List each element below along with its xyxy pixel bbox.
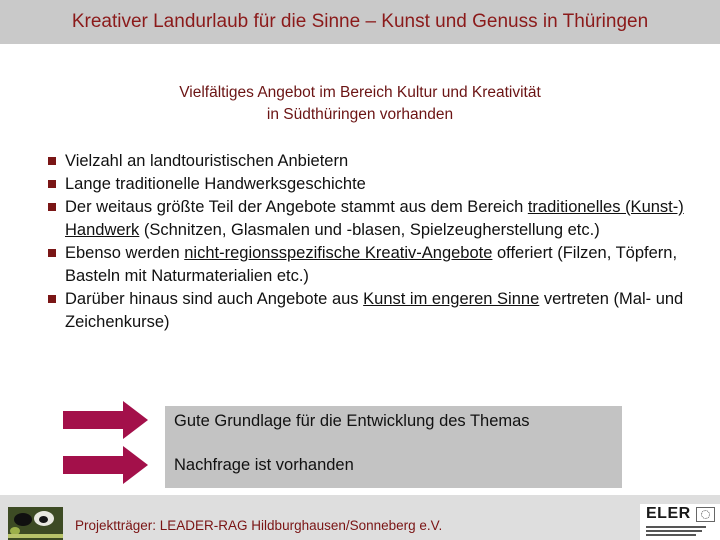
bullet-item [48,150,688,173]
bullet-underlined-text: traditionelles (Kunst-) Handwerk [65,198,684,239]
square-bullet-icon [48,180,56,188]
footer-project-sponsor: Projektträger: LEADER-RAG Hildburghausen/Sonneberg e.V. [75,518,443,533]
bullet-underlined-text: Kunst im engeren Sinne [363,290,540,308]
leader-region-logo [8,507,63,540]
eler-fine-print [646,530,702,532]
subtitle-line-2: in Südthüringen vorhanden [266,106,454,123]
eler-fine-print [646,526,706,528]
bullet-item [48,196,688,242]
logo-shape [39,516,48,523]
bullet-text: Darüber hinaus sind auch Angebote aus [65,290,364,308]
logo-shape [14,513,32,526]
bullet-item [48,242,688,288]
bullet-text: Lange traditionelle Handwerksgeschichte [65,175,366,193]
slide-subtitle [0,82,720,126]
bullet-item [48,173,688,196]
bullet-item [48,288,688,334]
bullet-list [48,150,688,334]
square-bullet-icon [48,203,56,211]
right-arrow-icon [63,444,148,486]
subtitle-line-1: Vielfältiges Angebot im Bereich Kultur und Kreativität [179,84,541,101]
eu-flag-icon [696,507,715,522]
result-line-foundation: Gute Grundlage für die Entwicklung des Themas [174,412,530,430]
bullet-text: Vielzahl an landtouristischen Anbietern [65,152,349,170]
bullet-text: Der weitaus größte Teil der Angebote stammt aus dem Bereich [65,198,528,216]
eler-logo-text: ELER [646,505,691,522]
bullet-text: offeriert (Filzen, Töpfern, Basteln mit Naturmaterialien etc.) [65,244,678,285]
result-line-demand: Nachfrage ist vorhanden [174,456,354,474]
bullet-underlined-text: nicht-regionsspezifische Kreativ-Angebote [184,244,493,262]
bullet-text: vertreten (Mal- und Zeichenkurse) [65,290,684,331]
slide-title: Kreativer Landurlaub für die Sinne – Kunst und Genuss in Thüringen [71,11,649,32]
result-box [165,406,622,488]
bullet-text: Ebenso werden [65,244,185,262]
eler-fine-print [646,534,696,536]
bullet-text: (Schnitzen, Glasmalen und -blasen, Spielzeugherstellung etc.) [139,221,600,239]
right-arrow-icon [63,399,148,441]
logo-lettering [8,534,63,538]
square-bullet-icon [48,157,56,165]
eler-logo [640,504,720,540]
square-bullet-icon [48,249,56,257]
title-bar [0,0,720,44]
square-bullet-icon [48,295,56,303]
